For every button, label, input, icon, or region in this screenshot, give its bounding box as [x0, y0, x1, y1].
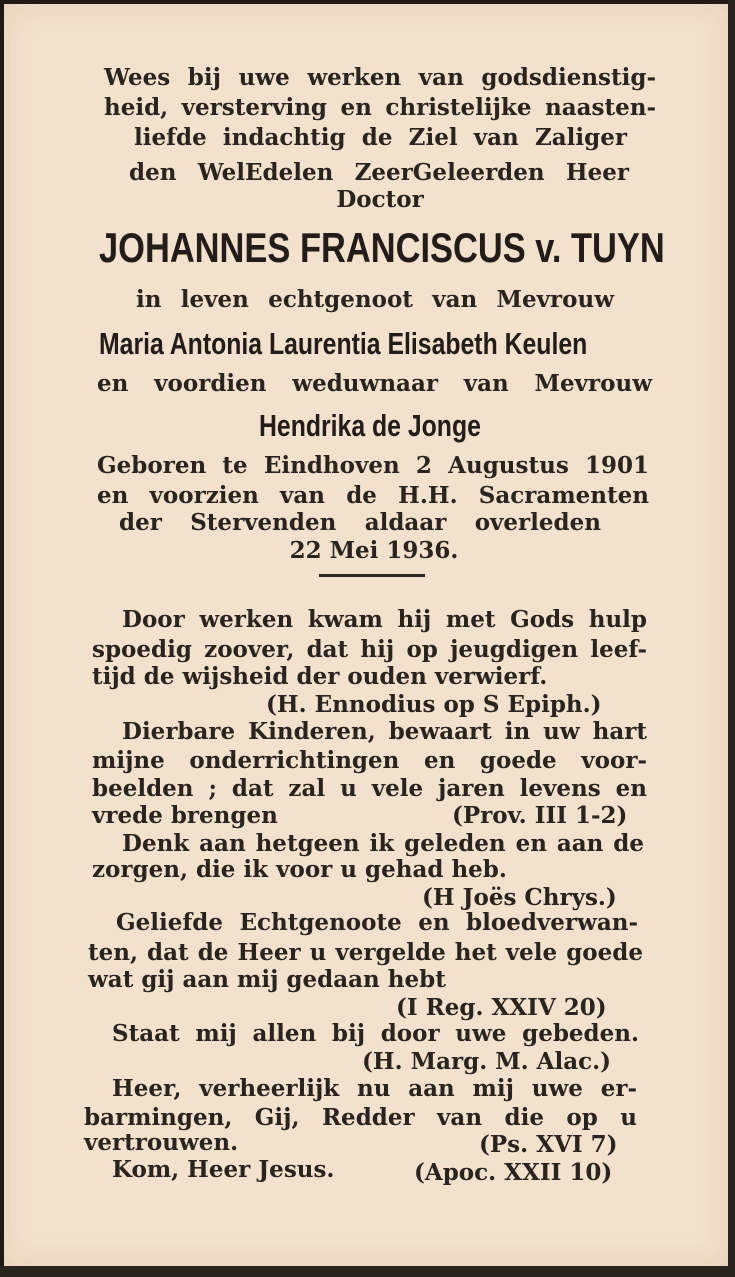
verse-3-line-1: Denk aan hetgeen ik geleden en aan de [122, 830, 644, 857]
deceased-name: JOHANNES FRANCISCUS v. TUYN [99, 224, 665, 271]
memorial-card [4, 4, 728, 1266]
verse-7-source: (Apoc. XXII 10) [414, 1159, 613, 1186]
verse-3-line-2: zorgen, die ik voor u gehad heb. [92, 856, 507, 883]
verse-7-line-1: Kom, Heer Jesus. [112, 1156, 335, 1183]
intro-line-1: Wees bij uwe werken van godsdienstig- [104, 64, 656, 91]
verse-5-source: (H. Marg. M. Alac.) [362, 1048, 612, 1075]
verse-1-line-3: tijd de wijsheid der ouden verwierf. [92, 663, 548, 690]
verse-6-line-1: Heer, verheerlijk nu aan mij uwe er- [112, 1075, 637, 1102]
intro-line-3: liefde indachtig de Ziel van Zaliger [134, 124, 627, 151]
verse-2-line-4: vrede brengen [92, 802, 278, 829]
death-date: 22 Mei 1936. [289, 537, 459, 564]
verse-3-source: (H Joës Chrys.) [422, 884, 617, 911]
first-wife-name: Hendrika de Jonge [259, 408, 481, 443]
spouse-intro: in leven echtgenoot van Mevrouw [136, 286, 614, 313]
verse-2-line-3: beelden ; dat zal u vele jaren levens en [92, 775, 647, 802]
verse-4-source: (I Reg. XXIV 20) [396, 994, 607, 1021]
card-shadow-right [728, 0, 735, 1277]
sacraments-line: en voorzien van de H.H. Sacramenten [97, 482, 649, 509]
intro-line-5: Doctor [336, 186, 424, 213]
verse-1-line-2: spoedig zoover, dat hij op jeugdigen leef- [92, 636, 647, 663]
spouse-name: Maria Antonia Laurentia Elisabeth Keulen [99, 326, 588, 361]
verse-4-line-3: wat gij aan mij gedaan hebt [88, 966, 446, 993]
verse-6-source: (Ps. XVI 7) [479, 1131, 618, 1158]
widower-intro: en voordien weduwnaar van Mevrouw [97, 370, 652, 397]
intro-line-4: den WelEdelen ZeerGeleerden Heer [129, 159, 629, 186]
verse-5-line-1: Staat mij allen bij door uwe gebeden. [112, 1020, 639, 1047]
verse-2-line-2: mijne onderrichtingen en goede voor- [92, 747, 647, 774]
card-shadow-bottom [0, 1266, 735, 1277]
verse-4-line-1: Geliefde Echtgenoote en bloedverwan- [116, 909, 638, 936]
intro-line-2: heid, versterving en christelijke naasten- [104, 94, 656, 121]
verse-4-line-2: ten, dat de Heer u vergelde het vele goede [88, 939, 643, 966]
verse-1-line-1: Door werken kwam hij met Gods hulp [122, 606, 647, 633]
verse-6-line-2: barmingen, Gij, Redder van die op u [84, 1104, 637, 1131]
verse-2-line-1: Dierbare Kinderen, bewaart in uw hart [122, 718, 647, 745]
birth-line: Geboren te Eindhoven 2 Augustus 1901 [97, 452, 649, 479]
death-line: der Stervenden aldaar overleden [119, 509, 601, 536]
verse-2-source: (Prov. III 1-2) [452, 802, 628, 829]
verse-1-source: (H. Ennodius op S Epiph.) [266, 691, 602, 718]
divider [319, 574, 425, 577]
verse-6-line-3: vertrouwen. [84, 1129, 239, 1156]
